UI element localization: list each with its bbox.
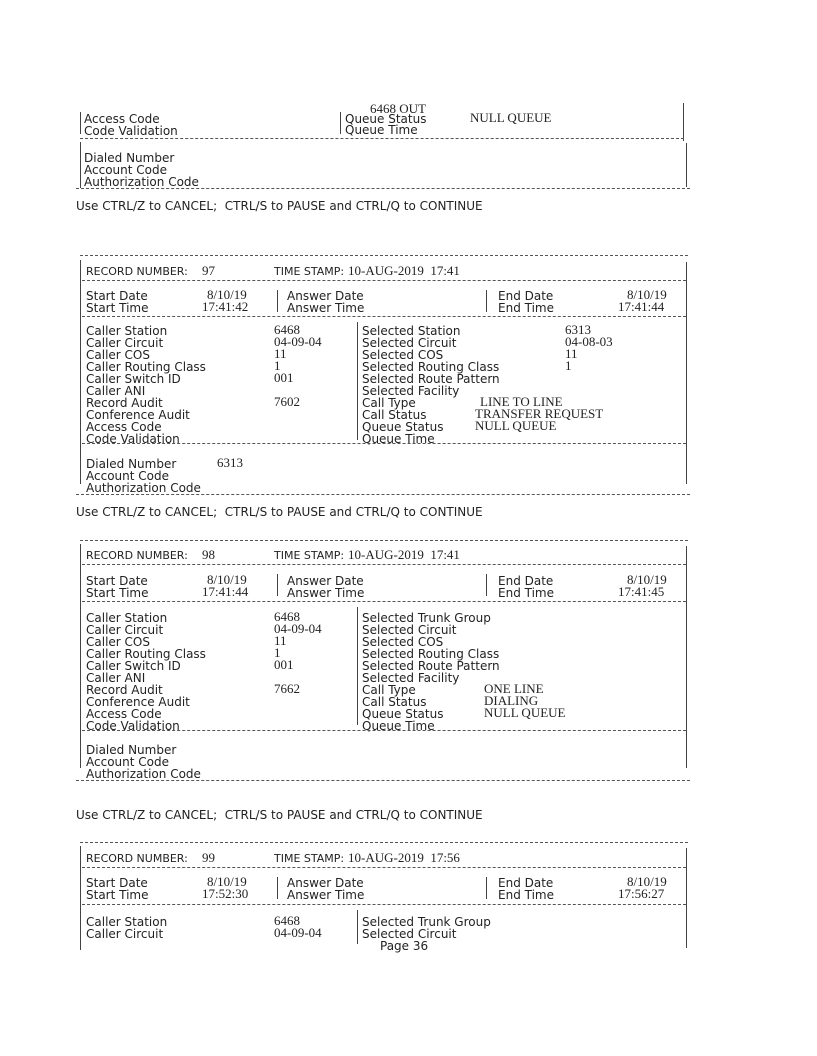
- time-stamp-value: 10-AUG-2019 17:41: [348, 547, 460, 562]
- dialed-number-label: Dialed Number: [84, 151, 175, 165]
- caller-station-label: Caller Station: [86, 611, 168, 625]
- call-type-value: LINE TO LINE: [480, 394, 563, 409]
- record-audit-label: Record Audit: [86, 683, 163, 697]
- selected-trunk-group-label: Selected Trunk Group: [362, 915, 491, 929]
- start-date-label: Start Date: [86, 289, 148, 303]
- access-code-label: Access Code: [86, 707, 162, 721]
- selected-circuit-value: 04-08-03: [565, 334, 613, 349]
- column-divider: [277, 877, 278, 899]
- start-date-value: 8/10/19: [207, 874, 247, 889]
- call-status-label: Call Status: [362, 695, 427, 709]
- start-time-value: 17:41:42: [202, 299, 249, 314]
- selected-route-pattern-label: Selected Route Pattern: [362, 659, 500, 673]
- caller-cos-label: Caller COS: [86, 635, 150, 649]
- call-status-value: DIALING: [484, 693, 539, 708]
- start-time-value: 17:41:44: [202, 584, 249, 599]
- time-stamp-label: TIME STAMP:: [274, 549, 345, 562]
- caller-circuit-label: Caller Circuit: [86, 336, 164, 350]
- caller-routing-class-label: Caller Routing Class: [86, 360, 206, 374]
- end-time-label: End Time: [498, 301, 554, 315]
- caller-ani-label: Caller ANI: [86, 384, 146, 398]
- start-time-label: Start Time: [86, 586, 149, 600]
- call-type-label: Call Type: [362, 683, 416, 697]
- end-time-label: End Time: [498, 586, 554, 600]
- selected-circuit-label: Selected Circuit: [362, 623, 457, 637]
- call-status-value: TRANSFER REQUEST: [475, 406, 604, 421]
- account-code-label: Account Code: [86, 755, 169, 769]
- selected-routing-class-label: Selected Routing Class: [362, 647, 500, 661]
- selected-cos-label: Selected COS: [362, 635, 444, 649]
- selected-station-value: 6313: [565, 322, 591, 337]
- caller-routing-class-value: 1: [274, 645, 281, 660]
- answer-time-label: Answer Time: [287, 301, 365, 315]
- cancel-message: Use CTRL/Z to CANCEL; CTRL/S to PAUSE and CTRL/Q to CONTINUE: [76, 808, 483, 822]
- selected-cos-label: Selected COS: [362, 348, 444, 362]
- caller-switch-id-value: 001: [274, 657, 294, 672]
- authorization-code-label: Authorization Code: [86, 767, 201, 781]
- left-border: [80, 112, 81, 134]
- caller-circuit-label: Caller Circuit: [86, 927, 164, 941]
- left-border: [80, 544, 81, 768]
- caller-routing-class-label: Caller Routing Class: [86, 647, 206, 661]
- queue-status-label: Queue Status: [362, 420, 444, 434]
- divider: [82, 280, 686, 281]
- left-border: [80, 846, 81, 950]
- caller-switch-id-label: Caller Switch ID: [86, 372, 181, 386]
- column-divider: [486, 574, 487, 596]
- call-type-label: Call Type: [362, 396, 416, 410]
- dialed-number-label: Dialed Number: [86, 743, 177, 757]
- record-number-label: RECORD NUMBER:: [86, 549, 188, 562]
- dialed-number-value: 6313: [217, 455, 243, 470]
- cancel-message: Use CTRL/Z to CANCEL; CTRL/S to PAUSE and CTRL/Q to CONTINUE: [76, 505, 483, 519]
- end-time-label: End Time: [498, 888, 554, 902]
- cancel-message: Use CTRL/Z to CANCEL; CTRL/S to PAUSE and CTRL/Q to CONTINUE: [76, 199, 483, 213]
- selected-station-label: Selected Station: [362, 324, 461, 338]
- end-date-label: End Date: [498, 574, 554, 588]
- end-time-value: 17:41:45: [618, 584, 665, 599]
- selected-circuit-label: Selected Circuit: [362, 927, 457, 941]
- divider: [76, 494, 690, 495]
- divider: [82, 730, 686, 731]
- conference-audit-label: Conference Audit: [86, 408, 190, 422]
- time-stamp-value: 10-AUG-2019 17:56: [348, 850, 460, 865]
- selected-trunk-group-label: Selected Trunk Group: [362, 611, 491, 625]
- divider: [82, 316, 686, 317]
- selected-facility-label: Selected Facility: [362, 384, 460, 398]
- caller-ani-label: Caller ANI: [86, 671, 146, 685]
- caller-circuit-value: 04-09-04: [274, 621, 322, 636]
- record-number-value: 99: [202, 850, 215, 865]
- column-divider: [357, 607, 358, 725]
- answer-date-label: Answer Date: [287, 289, 364, 303]
- caller-circuit-label: Caller Circuit: [86, 623, 164, 637]
- column-divider: [357, 322, 358, 440]
- queue-status-label: Queue Status: [345, 112, 427, 126]
- caller-switch-id-label: Caller Switch ID: [86, 659, 181, 673]
- caller-station-value: 6468: [274, 913, 300, 928]
- divider: [76, 188, 690, 189]
- queue-status-value: NULL QUEUE: [484, 705, 566, 720]
- column-divider: [277, 574, 278, 596]
- time-stamp-label: TIME STAMP:: [274, 852, 345, 865]
- caller-switch-id-value: 001: [274, 370, 294, 385]
- caller-station-value: 6468: [274, 322, 300, 337]
- divider: [82, 443, 686, 444]
- left-border: [80, 260, 81, 484]
- start-date-value: 8/10/19: [207, 572, 247, 587]
- end-date-value: 8/10/19: [627, 572, 667, 587]
- right-border: [686, 848, 687, 948]
- right-border: [686, 546, 687, 768]
- end-date-label: End Date: [498, 289, 554, 303]
- account-code-label: Account Code: [84, 163, 167, 177]
- code-validation-label: Code Validation: [86, 719, 180, 733]
- start-time-label: Start Time: [86, 301, 149, 315]
- start-date-value: 8/10/19: [207, 287, 247, 302]
- selected-circuit-label: Selected Circuit: [362, 336, 457, 350]
- divider: [80, 540, 688, 541]
- selected-routing-class-label: Selected Routing Class: [362, 360, 500, 374]
- answer-time-label: Answer Time: [287, 586, 365, 600]
- page-number: Page 36: [380, 939, 429, 953]
- caller-cos-value: 11: [274, 633, 287, 648]
- queue-time-label: Queue Time: [345, 123, 418, 137]
- start-time-value: 17:52:30: [202, 886, 249, 901]
- code-validation-label: Code Validation: [86, 432, 180, 446]
- caller-station-label: Caller Station: [86, 324, 168, 338]
- column-divider: [340, 112, 341, 134]
- end-time-value: 17:56:27: [618, 886, 665, 901]
- end-date-value: 8/10/19: [627, 287, 667, 302]
- selected-routing-class-value: 1: [565, 358, 572, 373]
- column-divider: [486, 877, 487, 899]
- time-stamp-label: TIME STAMP:: [274, 265, 345, 278]
- end-date-value: 8/10/19: [627, 874, 667, 889]
- record-number-value: 97: [202, 263, 215, 278]
- record-audit-label: Record Audit: [86, 396, 163, 410]
- left-border: [80, 142, 81, 188]
- divider: [80, 138, 684, 139]
- queue-time-label: Queue Time: [362, 432, 435, 446]
- account-code-label: Account Code: [86, 469, 169, 483]
- access-code-label: Access Code: [86, 420, 162, 434]
- end-time-value: 17:41:44: [618, 299, 665, 314]
- divider: [80, 842, 688, 843]
- selected-cos-value: 11: [565, 346, 578, 361]
- record-audit-value: 7602: [274, 394, 300, 409]
- divider: [80, 255, 688, 256]
- divider: [82, 867, 686, 868]
- right-border: [686, 262, 687, 484]
- authorization-code-label: Authorization Code: [86, 481, 201, 495]
- divider: [82, 564, 686, 565]
- access-code-label: Access Code: [84, 112, 160, 126]
- caller-circuit-value: 04-09-04: [274, 925, 322, 940]
- dialed-number-label: Dialed Number: [86, 457, 177, 471]
- divider: [82, 601, 686, 602]
- answer-date-label: Answer Date: [287, 574, 364, 588]
- end-date-label: End Date: [498, 876, 554, 890]
- right-border: [683, 103, 684, 141]
- caller-station-value: 6468: [274, 609, 300, 624]
- answer-date-label: Answer Date: [287, 876, 364, 890]
- queue-status-value: NULL QUEUE: [470, 110, 552, 125]
- queue-status-value: NULL QUEUE: [475, 418, 557, 433]
- caller-station-label: Caller Station: [86, 915, 168, 929]
- code-validation-label: Code Validation: [84, 124, 178, 138]
- selected-route-pattern-label: Selected Route Pattern: [362, 372, 500, 386]
- record-number-value: 98: [202, 547, 215, 562]
- caller-circuit-value: 04-09-04: [274, 334, 322, 349]
- start-time-label: Start Time: [86, 888, 149, 902]
- time-stamp-value: 10-AUG-2019 17:41: [348, 263, 460, 278]
- queue-time-label: Queue Time: [362, 719, 435, 733]
- call-status-label: Call Status: [362, 408, 427, 422]
- right-border: [686, 143, 687, 187]
- conference-audit-label: Conference Audit: [86, 695, 190, 709]
- column-divider: [277, 290, 278, 312]
- record-number-label: RECORD NUMBER:: [86, 852, 188, 865]
- selected-facility-label: Selected Facility: [362, 671, 460, 685]
- column-divider: [357, 910, 358, 944]
- caller-routing-class-value: 1: [274, 358, 281, 373]
- start-date-label: Start Date: [86, 876, 148, 890]
- queue-status-label: Queue Status: [362, 707, 444, 721]
- authorization-code-label: Authorization Code: [84, 175, 199, 189]
- call-type-value: ONE LINE: [484, 681, 544, 696]
- record-number-label: RECORD NUMBER:: [86, 265, 188, 278]
- start-date-label: Start Date: [86, 574, 148, 588]
- divider: [76, 780, 690, 781]
- divider: [82, 904, 686, 905]
- answer-time-label: Answer Time: [287, 888, 365, 902]
- caller-cos-value: 11: [274, 346, 287, 361]
- caller-cos-label: Caller COS: [86, 348, 150, 362]
- line-6468-out: 6468 OUT: [370, 101, 426, 116]
- record-audit-value: 7662: [274, 681, 300, 696]
- column-divider: [486, 290, 487, 312]
